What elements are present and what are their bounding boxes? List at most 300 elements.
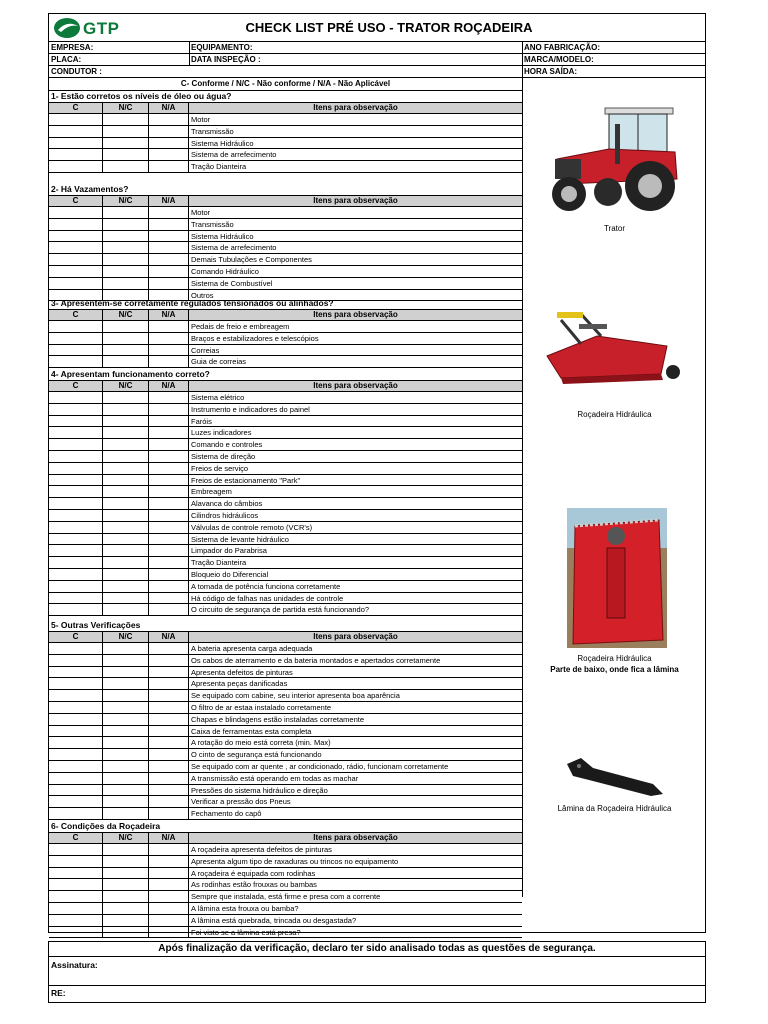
rocadeira-caption: Roçadeira Hidráulica (577, 410, 652, 419)
nao-aplicavel-cell[interactable] (149, 451, 189, 462)
nao-conforme-cell[interactable] (103, 149, 149, 160)
nao-conforme-cell[interactable] (103, 231, 149, 242)
logo (53, 16, 143, 40)
column-header-cell: C (49, 103, 103, 113)
checklist-row (49, 749, 522, 761)
checklist-row (49, 773, 522, 785)
conforme-cell[interactable] (49, 439, 103, 450)
nao-aplicavel-cell[interactable] (149, 404, 189, 415)
item-label: Transmissão (191, 219, 234, 229)
nao-conforme-cell[interactable] (103, 690, 149, 701)
conforme-cell[interactable] (49, 785, 103, 796)
nao-aplicavel-cell[interactable] (149, 726, 189, 737)
nao-conforme-cell[interactable] (103, 404, 149, 415)
nao-aplicavel-cell[interactable] (149, 463, 189, 474)
nao-aplicavel-cell[interactable] (149, 356, 189, 367)
tractor-image (535, 104, 691, 216)
nao-aplicavel-cell[interactable] (149, 207, 189, 218)
conforme-cell[interactable] (49, 737, 103, 748)
column-header-cell: Itens para observação (313, 632, 398, 641)
column-header-cell: N/A (149, 833, 189, 843)
checklist-row (49, 785, 522, 797)
checklist-row (49, 266, 522, 278)
nao-conforme-cell[interactable] (103, 749, 149, 760)
checklist-row (49, 207, 522, 219)
nao-conforme-cell[interactable] (103, 161, 149, 172)
checklist-area (49, 78, 522, 937)
item-label: Limpador do Parabrisa (191, 546, 267, 556)
nao-aplicavel-cell[interactable] (149, 667, 189, 678)
nao-aplicavel-cell[interactable] (149, 114, 189, 125)
nao-conforme-cell[interactable] (103, 557, 149, 568)
nao-conforme-cell[interactable] (103, 207, 149, 218)
nao-conforme-cell[interactable] (103, 345, 149, 356)
conforme-cell[interactable] (49, 114, 103, 125)
nao-conforme-cell[interactable] (103, 486, 149, 497)
checklist-row (49, 545, 522, 557)
checklist-row (49, 856, 522, 868)
item-label: Sistema de arrefecimento (191, 150, 277, 160)
nao-conforme-cell[interactable] (103, 356, 149, 367)
tractor-caption: Trator (603, 224, 626, 233)
nao-conforme-cell[interactable] (103, 868, 149, 879)
page-title: CHECK LIST PRÉ USO - TRATOR ROÇADEIRA (245, 20, 533, 35)
conforme-cell[interactable] (49, 761, 103, 772)
nao-aplicavel-cell[interactable] (149, 581, 189, 592)
checklist-row (49, 655, 522, 667)
nao-conforme-cell[interactable] (103, 581, 149, 592)
section-6 (49, 821, 522, 938)
nao-conforme-cell[interactable] (103, 678, 149, 689)
item-label: Sistema de levante hidráulico (191, 534, 289, 544)
nao-conforme-cell[interactable] (103, 522, 149, 533)
column-header-cell: N/C (103, 381, 149, 391)
conforme-cell[interactable] (49, 714, 103, 725)
conforme-cell[interactable] (49, 844, 103, 855)
nao-conforme-cell[interactable] (103, 498, 149, 509)
item-label: Sistema de direção (191, 451, 256, 461)
nao-conforme-cell[interactable] (103, 761, 149, 772)
nao-conforme-cell[interactable] (103, 451, 149, 462)
item-label: A rotação do meio está correta (min. Max) (191, 738, 331, 748)
section-title: 6- Condições da Roçadeira (49, 821, 522, 833)
checklist-row (49, 868, 522, 880)
nao-aplicavel-cell[interactable] (149, 796, 189, 807)
checklist-row (49, 439, 522, 451)
conforme-cell[interactable] (49, 534, 103, 545)
nao-aplicavel-cell[interactable] (149, 903, 189, 914)
conforme-cell[interactable] (49, 915, 103, 926)
conforme-cell[interactable] (49, 702, 103, 713)
conforme-cell[interactable] (49, 581, 103, 592)
column-header-cell: N/A (149, 632, 189, 642)
column-header-cell: C (49, 310, 103, 320)
conforme-cell[interactable] (49, 404, 103, 415)
item-label: Tração Dianteira (191, 558, 247, 568)
conforme-cell[interactable] (49, 321, 103, 332)
nao-aplicavel-cell[interactable] (149, 522, 189, 533)
checklist-row (49, 219, 522, 231)
nao-aplicavel-cell[interactable] (149, 557, 189, 568)
checklist-row (49, 569, 522, 581)
item-label: Apresenta peças danificadas (191, 679, 288, 689)
nao-aplicavel-cell[interactable] (149, 785, 189, 796)
condutor-label: CONDUTOR : (51, 67, 102, 76)
conforme-cell[interactable] (49, 655, 103, 666)
nao-aplicavel-cell[interactable] (149, 345, 189, 356)
nao-aplicavel-cell[interactable] (149, 593, 189, 604)
conforme-cell[interactable] (49, 522, 103, 533)
checklist-row (49, 604, 522, 616)
column-header (49, 632, 522, 643)
nao-aplicavel-cell[interactable] (149, 643, 189, 654)
item-label: Válvulas de controle remoto (VCR's) (191, 522, 313, 532)
nao-conforme-cell[interactable] (103, 569, 149, 580)
nao-aplicavel-cell[interactable] (149, 254, 189, 265)
item-label: O circuito de segurança de partida está funcionando? (191, 605, 370, 615)
nao-conforme-cell[interactable] (103, 475, 149, 486)
conforme-cell[interactable] (49, 486, 103, 497)
column-header-cell: N/C (103, 103, 149, 113)
conforme-cell[interactable] (49, 903, 103, 914)
conforme-cell[interactable] (49, 927, 103, 938)
rocadeira-bottom-caption: Roçadeira Hidráulica (577, 654, 652, 663)
nao-aplicavel-cell[interactable] (149, 534, 189, 545)
conforme-cell[interactable] (49, 219, 103, 230)
conforme-cell[interactable] (49, 345, 103, 356)
nao-conforme-cell[interactable] (103, 773, 149, 784)
lamina-caption: Lâmina da Roçadeira Hidráulica (557, 804, 672, 813)
section-title: 5- Outras Verificações (49, 620, 522, 632)
checklist-row (49, 891, 522, 903)
empresa-label: EMPRESA: (51, 43, 94, 52)
conforme-cell[interactable] (49, 678, 103, 689)
item-label: Cilindros hidráulicos (191, 510, 259, 520)
nao-conforme-cell[interactable] (103, 927, 149, 938)
conforme-cell[interactable] (49, 510, 103, 521)
nao-conforme-cell[interactable] (103, 219, 149, 230)
conforme-cell[interactable] (49, 126, 103, 137)
nao-conforme-cell[interactable] (103, 643, 149, 654)
conforme-cell[interactable] (49, 266, 103, 277)
conforme-cell[interactable] (49, 475, 103, 486)
conforme-cell[interactable] (49, 451, 103, 462)
nao-aplicavel-cell[interactable] (149, 604, 189, 615)
nao-aplicavel-cell[interactable] (149, 915, 189, 926)
column-header (49, 833, 522, 844)
nao-aplicavel-cell[interactable] (149, 498, 189, 509)
item-label: Pedais de freio e embreagem (191, 322, 290, 331)
item-label: Se equipado com cabine, seu interior apresenta boa aparência (191, 691, 400, 701)
conforme-cell[interactable] (49, 161, 103, 172)
nao-aplicavel-cell[interactable] (149, 266, 189, 277)
nao-conforme-cell[interactable] (103, 593, 149, 604)
conforme-cell[interactable] (49, 463, 103, 474)
item-label: Sistema Hidráulico (191, 231, 254, 241)
nao-aplicavel-cell[interactable] (149, 231, 189, 242)
item-label: Demais Tubulações e Componentes (191, 255, 312, 265)
conforme-cell[interactable] (49, 856, 103, 867)
checklist-row (49, 345, 522, 357)
conforme-cell[interactable] (49, 643, 103, 654)
nao-conforme-cell[interactable] (103, 321, 149, 332)
checklist-row (49, 557, 522, 569)
item-label: A bateria apresenta carga adequada (191, 644, 313, 653)
checklist-row (49, 903, 522, 915)
checklist-row (49, 416, 522, 428)
item-label: Motor (191, 115, 211, 124)
column-header-cell: N/A (149, 103, 189, 113)
hora-saida-label: HORA SAÍDA: (524, 67, 578, 76)
item-label: Outros (191, 290, 214, 300)
conforme-cell[interactable] (49, 392, 103, 403)
conforme-cell[interactable] (49, 498, 103, 509)
nao-aplicavel-cell[interactable] (149, 278, 189, 289)
re-field[interactable]: RE: (51, 988, 66, 998)
checklist-row (49, 126, 522, 138)
item-label: Alavanca do câmbios (191, 499, 263, 509)
nao-conforme-cell[interactable] (103, 655, 149, 666)
nao-aplicavel-cell[interactable] (149, 427, 189, 438)
nao-aplicavel-cell[interactable] (149, 569, 189, 580)
item-label: Pressões do sistema hidráulico e direção (191, 785, 328, 795)
nao-aplicavel-cell[interactable] (149, 702, 189, 713)
nao-conforme-cell[interactable] (103, 242, 149, 253)
nao-conforme-cell[interactable] (103, 510, 149, 521)
nao-conforme-cell[interactable] (103, 726, 149, 737)
item-label: Chapas e blindagens estão instaladas corretamente (191, 714, 365, 724)
column-header-cell: Itens para observação (313, 833, 398, 842)
conforme-cell[interactable] (49, 667, 103, 678)
nao-aplicavel-cell[interactable] (149, 149, 189, 160)
section-title: 2- Há Vazamentos? (49, 184, 522, 196)
nao-conforme-cell[interactable] (103, 915, 149, 926)
nao-conforme-cell[interactable] (103, 785, 149, 796)
nao-aplicavel-cell[interactable] (149, 891, 189, 902)
nao-conforme-cell[interactable] (103, 254, 149, 265)
item-label: A tomada de potência funciona corretamente (191, 581, 341, 591)
nao-conforme-cell[interactable] (103, 796, 149, 807)
conforme-cell[interactable] (49, 278, 103, 289)
conforme-cell[interactable] (49, 545, 103, 556)
checklist-row (49, 463, 522, 475)
nao-conforme-cell[interactable] (103, 278, 149, 289)
nao-conforme-cell[interactable] (103, 416, 149, 427)
nao-aplicavel-cell[interactable] (149, 416, 189, 427)
nao-conforme-cell[interactable] (103, 427, 149, 438)
item-label: Bloqueio do Diferencial (191, 569, 269, 579)
conforme-cell[interactable] (49, 416, 103, 427)
conforme-cell[interactable] (49, 749, 103, 760)
checklist-row (49, 321, 522, 333)
column-header-cell: N/A (149, 196, 189, 206)
checklist-row (49, 242, 522, 254)
nao-aplicavel-cell[interactable] (149, 475, 189, 486)
nao-conforme-cell[interactable] (103, 891, 149, 902)
column-header-cell: N/C (103, 310, 149, 320)
legend: C- Conforme / N/C - Não conforme / N/A - Não Aplicável (49, 78, 522, 91)
checklist-row (49, 510, 522, 522)
nao-conforme-cell[interactable] (103, 138, 149, 149)
column-header-cell: N/A (149, 310, 189, 320)
nao-aplicavel-cell[interactable] (149, 879, 189, 890)
section-title: 1- Estão corretos os níveis de óleo ou água? (49, 91, 522, 103)
footer (48, 941, 706, 1003)
nao-aplicavel-cell[interactable] (149, 714, 189, 725)
data-inspecao-label: DATA INSPEÇÃO : (191, 55, 261, 64)
nao-conforme-cell[interactable] (103, 714, 149, 725)
conforme-cell[interactable] (49, 254, 103, 265)
nao-conforme-cell[interactable] (103, 392, 149, 403)
checklist-row (49, 915, 522, 927)
nao-aplicavel-cell[interactable] (149, 690, 189, 701)
nao-aplicavel-cell[interactable] (149, 439, 189, 450)
conforme-cell[interactable] (49, 356, 103, 367)
nao-aplicavel-cell[interactable] (149, 333, 189, 344)
logo-text: GTP (83, 19, 120, 38)
info-row-1 (49, 42, 705, 54)
checklist-row (49, 149, 522, 161)
checklist-row (49, 593, 522, 605)
conforme-cell[interactable] (49, 593, 103, 604)
nao-aplicavel-cell[interactable] (149, 126, 189, 137)
conforme-cell[interactable] (49, 868, 103, 879)
nao-conforme-cell[interactable] (103, 844, 149, 855)
column-header-cell: C (49, 833, 103, 843)
nao-conforme-cell[interactable] (103, 439, 149, 450)
item-label: Apresenta algum tipo de raxaduras ou trincos no equipamento (191, 856, 399, 866)
nao-conforme-cell[interactable] (103, 667, 149, 678)
nao-aplicavel-cell[interactable] (149, 219, 189, 230)
conforme-cell[interactable] (49, 207, 103, 218)
item-label: Instrumento e indicadores do painel (191, 404, 310, 414)
item-label: A roçadeira apresenta defeitos de pinturas (191, 845, 332, 854)
item-label: Faróis (191, 416, 212, 426)
item-label: Sistema elétrico (191, 393, 245, 402)
item-label: A transmissão está operando em todas as machar (191, 773, 359, 783)
conforme-cell[interactable] (49, 773, 103, 784)
item-label: As rodinhas estão frouxas ou bambas (191, 880, 317, 890)
nao-aplicavel-cell[interactable] (149, 321, 189, 332)
nao-aplicavel-cell[interactable] (149, 545, 189, 556)
checklist-row (49, 737, 522, 749)
conforme-cell[interactable] (49, 231, 103, 242)
conforme-cell[interactable] (49, 796, 103, 807)
conforme-cell[interactable] (49, 569, 103, 580)
nao-aplicavel-cell[interactable] (149, 761, 189, 772)
conforme-cell[interactable] (49, 427, 103, 438)
item-label: A lâmina está quebrada, trincada ou desgastada? (191, 915, 357, 925)
nao-aplicavel-cell[interactable] (149, 392, 189, 403)
item-label: Freios de serviço (191, 463, 249, 473)
section-3 (49, 298, 522, 368)
conforme-cell[interactable] (49, 891, 103, 902)
nao-aplicavel-cell[interactable] (149, 737, 189, 748)
nao-aplicavel-cell[interactable] (149, 773, 189, 784)
item-label: Se equipado com ar quente , ar condicionado, rádio, funcionam corretamente (191, 761, 449, 771)
checklist-row (49, 726, 522, 738)
assinatura-field[interactable]: Assinatura: (49, 957, 705, 986)
nao-aplicavel-cell[interactable] (149, 749, 189, 760)
checklist-row (49, 796, 522, 808)
checklist-row (49, 475, 522, 487)
nao-aplicavel-cell[interactable] (149, 844, 189, 855)
nao-aplicavel-cell[interactable] (149, 242, 189, 253)
conforme-cell[interactable] (49, 138, 103, 149)
nao-conforme-cell[interactable] (103, 737, 149, 748)
item-label: O filtro de ar estaa instalado corretamente (191, 702, 332, 712)
item-label: Fechamento do capô (191, 809, 262, 819)
nao-conforme-cell[interactable] (103, 126, 149, 137)
nao-conforme-cell[interactable] (103, 808, 149, 819)
nao-aplicavel-cell[interactable] (149, 510, 189, 521)
nao-aplicavel-cell[interactable] (149, 655, 189, 666)
conforme-cell[interactable] (49, 333, 103, 344)
nao-conforme-cell[interactable] (103, 879, 149, 890)
nao-conforme-cell[interactable] (103, 545, 149, 556)
checklist-row (49, 356, 522, 368)
nao-aplicavel-cell[interactable] (149, 138, 189, 149)
item-label: Comando Hidráulico (191, 266, 259, 276)
nao-conforme-cell[interactable] (103, 463, 149, 474)
section-4 (49, 369, 522, 616)
nao-aplicavel-cell[interactable] (149, 927, 189, 938)
checklist-row (49, 667, 522, 679)
nao-conforme-cell[interactable] (103, 604, 149, 615)
nao-conforme-cell[interactable] (103, 702, 149, 713)
conforme-cell[interactable] (49, 149, 103, 160)
checklist-sheet (48, 13, 706, 937)
nao-aplicavel-cell[interactable] (149, 161, 189, 172)
item-label: Sistema Hidráulico (191, 138, 254, 148)
checklist-row (49, 231, 522, 243)
item-label: Braços e estabilizadores e telescópios (191, 333, 319, 343)
nao-conforme-cell[interactable] (103, 534, 149, 545)
nao-aplicavel-cell[interactable] (149, 678, 189, 689)
rocadeira-image (541, 300, 687, 386)
checklist-row (49, 927, 522, 939)
item-label: Guia de correias (191, 357, 247, 367)
rocadeira-bottom-caption-detail: Parte de baixo, onde fica a lâmina (550, 665, 679, 674)
item-label: Comando e controles (191, 440, 263, 450)
conforme-cell[interactable] (49, 604, 103, 615)
conforme-cell[interactable] (49, 242, 103, 253)
conforme-cell[interactable] (49, 690, 103, 701)
nao-conforme-cell[interactable] (103, 333, 149, 344)
nao-conforme-cell[interactable] (103, 903, 149, 914)
checklist-row (49, 702, 522, 714)
item-label: Os cabos de aterramento e da bateria montados e apertados corretamente (191, 655, 441, 665)
conforme-cell[interactable] (49, 557, 103, 568)
item-label: Há código de falhas nas unidades de controle (191, 593, 344, 603)
nao-aplicavel-cell[interactable] (149, 486, 189, 497)
nao-aplicavel-cell[interactable] (149, 808, 189, 819)
nao-aplicavel-cell[interactable] (149, 856, 189, 867)
checklist-row (49, 678, 522, 690)
section-title: 3- Apresentem-se corretamente regulados tensionados ou alinhados? (49, 298, 522, 310)
nao-conforme-cell[interactable] (103, 856, 149, 867)
header (49, 14, 705, 42)
conforme-cell[interactable] (49, 879, 103, 890)
item-label: Motor (191, 208, 211, 217)
nao-aplicavel-cell[interactable] (149, 868, 189, 879)
checklist-row (49, 581, 522, 593)
nao-conforme-cell[interactable] (103, 266, 149, 277)
conforme-cell[interactable] (49, 726, 103, 737)
checklist-row (49, 486, 522, 498)
conforme-cell[interactable] (49, 808, 103, 819)
nao-conforme-cell[interactable] (103, 114, 149, 125)
